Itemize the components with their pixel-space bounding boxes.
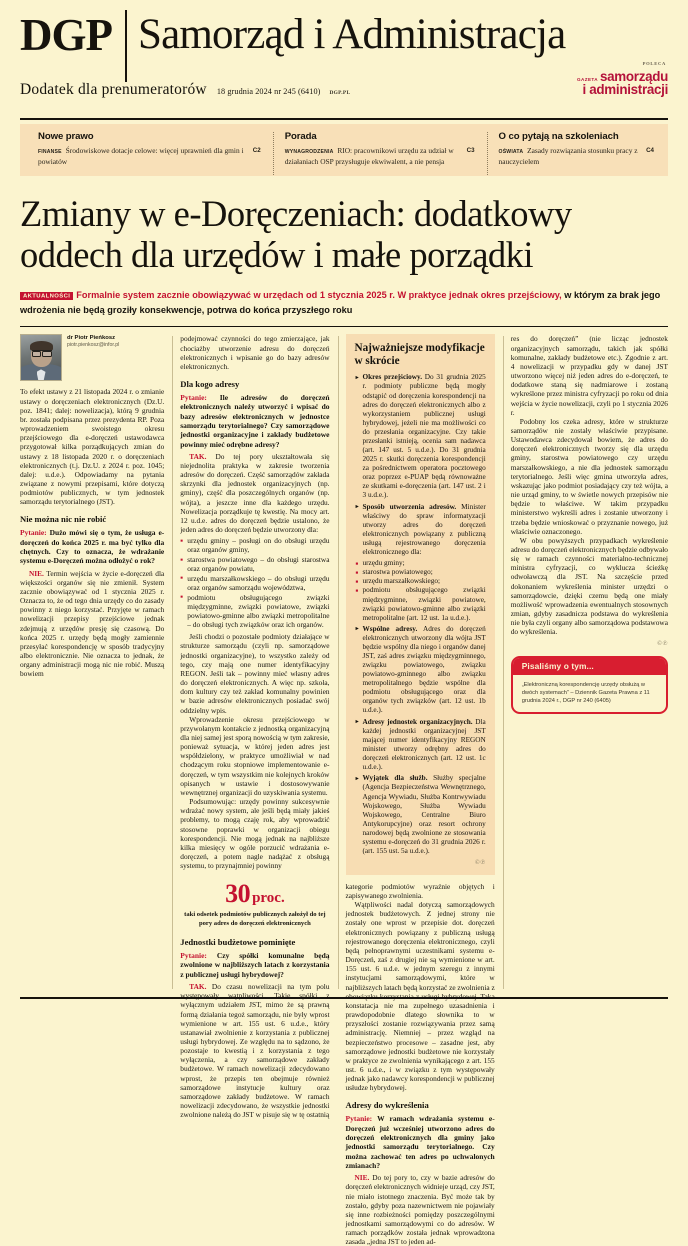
sidebar-item-lead: Adresy jednostek organizacyjnych. <box>362 717 473 726</box>
answer-label: NIE. <box>354 1173 370 1183</box>
supplement-title: Samorząd i Administracja <box>138 11 566 58</box>
lead-dark-text: w którym za brak jego wdrożenia nie będą groziły konsekwencje, potrwa do końca przyszłego roku <box>20 290 661 316</box>
sidebar-sub-item: ■ urzędu marszałkowskiego; <box>355 577 486 586</box>
related-box-title: Pisaliśmy o tym... <box>513 658 666 675</box>
sidebar-item-lead: Wyjątek dla służb. <box>362 774 428 783</box>
masthead-bottom-row <box>20 81 668 99</box>
teaser-text: RIO: pracownikowi urzędu za udział w działaniach OSP przysługuje ekwiwalent, a nie pensja <box>284 145 454 167</box>
masthead-top-row <box>20 10 668 72</box>
sidebar-sub-item: ■ urzędu gminy; <box>355 559 486 568</box>
related-box-text: „Elektroniczną korespondencję urzędy obsłużą w dwóch systemach” – Dziennik Gazeta Prawna z 11 grudnia 2024 r., DGP nr 240 (6405) <box>521 681 650 704</box>
subscriber-label: Dodatek dla prenumeratorów <box>20 81 207 98</box>
subhead-adresy-wykreslenia: Adresy do wykreślenia <box>345 1100 429 1111</box>
author-email[interactable]: piotr.pienkosz@infor.pl <box>67 342 120 349</box>
sidebar-item <box>355 774 486 855</box>
answer-paragraph <box>20 569 164 679</box>
masthead-divider <box>125 10 127 82</box>
question-text: Czy spółki komunalne będą zwolnione w najbliższych latach z korzystania z publicznej usługi hybrydowej? <box>180 951 330 979</box>
question-1 <box>20 528 164 565</box>
teaser-heading: Nowe prawo <box>38 131 94 142</box>
teaser-heading: Porada <box>284 131 317 142</box>
teaser-kicker: FINANSE <box>38 148 62 155</box>
masthead <box>20 0 668 112</box>
sidebar-item-lead: Okres przejściowy. <box>362 373 423 382</box>
section-badge: AKTUALNOŚCI <box>20 292 73 301</box>
website-label: DGP.PL <box>329 90 351 96</box>
address-bullet-list <box>180 536 329 629</box>
teaser-page-ref: C3 <box>466 146 475 154</box>
question-2 <box>180 393 329 449</box>
teaser-body <box>285 146 475 167</box>
promo-administracji: i administracji <box>582 81 668 97</box>
promo-logo-block[interactable] <box>577 62 668 96</box>
byline-info <box>67 334 119 349</box>
column-1 <box>20 334 172 989</box>
teaser-item-1[interactable] <box>20 131 273 176</box>
teaser-kicker: WYNAGRODZENIA <box>284 148 334 155</box>
sidebar-item-text: Służby specjalne (Agencja Bezpieczeństwa Wewnętrznego, Agencja Wywiadu, Służba Kontrwywiadu Wojskowego, Służba Wywiadu Wojskowego, Centralne Biuro Antykorupcyjne) oraz resort ochrony narodowej będą zwolnione ze stosowania systemu e-doręczeń do 31 grudnia 2026 r. (art. 155 ust. 5a u.d.e.). <box>362 774 486 855</box>
answer-1 <box>20 569 164 679</box>
sidebar-item-text: Dla każdej jednostki organizacyjnej JST mającej numer identyfikacyjny REGON minister utworzy odrębny adres do doręczeń elektronicznych (art. 12 ust. 1c u.d.e.). <box>362 717 486 771</box>
question-label: Pytanie: <box>20 528 47 538</box>
column-3-body <box>346 882 495 1093</box>
teaser-body <box>499 146 654 167</box>
list-item: ■ urzędu gminy – posługi on do obsługi urzędu oraz organów gminy, <box>180 536 329 554</box>
question-3 <box>180 951 329 979</box>
body-paragraph: Podsumowując: urzędy powinny sukcesywnie wdrażać nowy system, ale jeśli będą miały jakieś problemy, to mogą czaję rok, aby wprowadzić stosowne poprawki w organizacji obiegu korespondencji. Nie mogą jednak na najbliższe kilka miesięcy w ogóle porzucić wdrażania e-doręczeń, a potem nagle nadążać z obsługą systemu, to przynajmniej powinny <box>180 797 330 871</box>
question-text: W ramach wdrażania systemu e-Doręczeń już wcześniej utworzono adres do doręczeń elektronicznych dla gminy jako jednostki samorządu terytorialnego. Czy można zachować ten adres po uchwalonych zmianach? <box>345 1114 495 1170</box>
teaser-item-3[interactable] <box>487 131 668 176</box>
list-item: ■ podmiotu obsługującego związki międzygminne, związki powiatowe, związki powiatowo-gminne albo związki metropolitalne – do obsługi tych związków oraz ich organów. <box>180 593 329 630</box>
answer-text: Do tej pory to, czy w bazie adresów do doręczeń elektronicznych widnieje urząd, czy JST, nie miało istotnego znaczenia. Być może tak by zostało, gdyby poza nazewnictwem nie pojawiały się inne rozbieżności pomiędzy poszczególnymi jednostkami samorządowymi co do adresów. W ramach porządków została jednak wprowadzona zasada „jedna JST to jeden ad- <box>345 1173 495 1246</box>
intro-paragraph: To efekt ustawy z 21 listopada 2024 r. o zmianie ustawy o doręczeniach elektronicznych (Dz.U. poz. 1841; dalej: nowelizacja), którą 9 grudnia br. została podpisana przez prezydenta RP. Poza wprowadzeniem swoistego okresu przejściowego dla e-doręczeń ustawodawca przygotował kilka porządkujących zmian do ustawy z 18 listopada 2020 r. o doręczeniach elektronicznych (t.j. Dz.U. z 2024 r. poz. 1045; dalej: u.d.e.). Odpowiadamy na pytania związane z nowymi przepisami, które dotyczą podmiotów publicznych, w tym jednostek samorządu terytorialnego (JST). <box>20 387 165 507</box>
body-paragraph: res do doręczeń” (nie licząc jednostek organizacyjnych samorządu, takich jak spółki komunalne, zakłady budżetowe etc.). Zgodnie z art. 4 nowelizacji w przypadku gdy w danej JST utworzono więcej niż jeden adres do e-doręczeń, te dodatkowe staną się nadmiarowe i zostaną wykreślone przez ministra cyfryzacji po roku od dnia wejścia w życie nowelizacji, czyli po 1 stycznia 2026 r. <box>510 334 668 417</box>
column-2 <box>172 334 337 1120</box>
article-columns <box>20 334 668 1246</box>
sidebar-item <box>355 625 486 715</box>
teaser-kicker: OŚWIATA <box>498 148 524 155</box>
stat-number: 30 <box>225 879 251 909</box>
teaser-body <box>38 146 261 167</box>
sidebar-item <box>355 373 486 500</box>
article-headline: Zmiany w e-Doręczeniach: dodatkowy oddech dla urzędów i małe porządki <box>20 193 572 275</box>
sidebar-item-text: Do 31 grudnia 2025 r. podmioty publiczne będą mogły odstąpić od doręczenia korespondencji na adres do doręczeń elektronicznych albo z wykorzystaniem publicznej usługi hybrydowej, jeżeli nie ma możliwości co do przesłania organizacyjne. Czy takie przesłanki istnieją, ocenia sam nadawca (art. 147 ust. 5 u.d.e.). Do 31 grudnia 2025 r. skutki doręczenia korespondencji za pośrednictwem operatora pocztowego oraz poprzez e-PUAP będą równoważne ze skutkami e-doręczenia (art. 147 ust. 2 i 3 u.d.e.). <box>362 373 486 500</box>
teaser-text: Zasady rozwiązania stosunku pracy z nauczycielem <box>498 145 638 167</box>
column-3 <box>338 334 503 1246</box>
sidebar-item-text: Minister właściwy do spraw informatyzacji utworzy adres do doręczeń elektronicznych powiązany z publiczną usługą rejestrowanego doręczenia elektronicznego dla: <box>362 502 486 556</box>
related-articles-box[interactable] <box>511 656 668 714</box>
question-label: Pytanie: <box>180 393 207 403</box>
teaser-page-ref: C2 <box>252 146 261 154</box>
answer-3 <box>180 982 329 1119</box>
sidebar-sub-item: ■ starostwa powiatowego; <box>355 568 486 577</box>
summary-sidebar <box>346 334 495 874</box>
answer-paragraph <box>346 1173 495 1246</box>
sidebar-item-lead: Sposób utworzenia adresów. <box>362 502 457 511</box>
sidebar-item <box>355 718 486 772</box>
list-item: ■ starostwa powiatowego – do obsługi starostwa oraz organów powiatu, <box>180 555 329 573</box>
teaser-heading: O co pytają na szkoleniach <box>498 131 619 142</box>
question-label: Pytanie: <box>345 1114 373 1124</box>
sidebar-item-lead: Wspólne adresy. <box>362 624 418 633</box>
answer-label: TAK. <box>189 982 207 992</box>
stat-description: taki odsetek podmiotów publicznych założył do tej pory adres do doręczeń elektronicznych <box>184 911 326 927</box>
promo-samorzadu: samorządu <box>600 68 668 84</box>
sidebar-title: Najważniejsze modyfikacje w skrócie <box>354 342 485 368</box>
promo-gazeta-label: GAZETA <box>577 76 598 82</box>
body-paragraph: Wprowadzenie okresu przejściowego w przywołanym kontakcie z jednostką organizacyjną dla niej samej jest sporą nowością w tym zakresie, ponieważ sytuacja, w której jeden adres jest współdzielony, w praktyce umożliwiał w nad chodzącym roku stopniowe implementowanie e-doręczeń, w tym wszystkim nie kolejnych kroków opisanych w ustawie i dostosowywanie wewnętrznej organizacji do uzyskiwania systemu. <box>180 714 330 797</box>
sidebar-copyright-mark: ©℗ <box>474 858 486 866</box>
teaser-bar <box>20 124 668 176</box>
answer-paragraph <box>180 452 329 534</box>
answer-text: Termin wejścia w życie e-doręczeń dla większości organów się nie zmienił. System zacznie obowiązywać od 1 stycznia 2025 r. Oznacza to, że od tego dnia urzędy co do zasady powinny z niego korzystać. Przyjęte w ramach nowelizacji przepisy przejściowe jednak zdejmują z urzędów presję się czasową. Do końca 2025 r. urzędy będą mogły zamiennie przesyłać korespondencję w sposób tradycyjny albo elektronicznie. Nie oznacza to jednak, że organy administracji mogą nic nie robić. Muszą bowiem <box>20 568 165 679</box>
teaser-page-ref: C4 <box>646 146 654 154</box>
promo-line-1 <box>577 70 668 83</box>
answer-paragraph <box>180 982 329 1119</box>
column-2-tail <box>180 632 329 870</box>
answer-4 <box>346 1173 495 1246</box>
article-copyright-mark: ©℗ <box>657 639 668 647</box>
author-name: dr Piotr Pieńkosz <box>67 335 116 342</box>
issue-date: 18 grudnia 2024 nr 245 (6410) <box>216 87 321 96</box>
body-paragraph: Podobny los czeka adresy, które w strukturze samorządów nie zostały właściwie przypisane. Ustawodawca zdecydował bowiem, że adres do doręczeń elektronicznych tworzy się dla urzędu gminy, starostwa powiatowego czy urzędu marszałkowskiego, a nie dla jednostek samorządu terytorialnego. Jeśli więc gmina utworzyła adres, wskazując jako podmiot posiadający czy też wójta, a nie urząd gminy, to w świetle nowych przepisów nie będzie to właściwe. W takim przypadku ministerstwo wykreśli adres i zostanie utworzony i trzeba będzie wnioskować o przyznanie nowego, już właściwie oznaczonego. <box>510 416 668 536</box>
teaser-item-2[interactable] <box>273 131 487 176</box>
sidebar-sub-item: ■ podmiotu obsługującego związki międzygminne, związki powiatowe, związki powiatowo-gminne albo związki metropolitalne (art. 12 ust. 1a u.d.e.). <box>355 586 486 622</box>
answer-label: NIE. <box>29 568 44 578</box>
teaser-text: Środowiskowe dotacje celowe: więcej uprawnień dla gmin i powiatów <box>38 145 244 167</box>
stat-pullquote <box>180 880 329 928</box>
question-label: Pytanie: <box>180 951 207 961</box>
question-text: Ile adresów do doręczeń elektronicznych należy utworzyć i wpisać do bazy adresów elektronicznych w jednostce samorządu terytorialnego? Czy samorządowe jednostki organizacyjne i zakłady budżetowe powinny mieć odrębne adresy? <box>180 393 330 449</box>
poleca-label: POLECA <box>642 61 666 66</box>
body-paragraph: kategorie podmiotów wyraźnie objętych i zapisywanego zwolnienia. <box>345 881 495 900</box>
question-text: Dużo mówi się o tym, że usługa e-doręczeń do końca 2025 r. ma być tylko dla chętnych. Czy to oznacza, że wdrażanie systemu e-Doręczeń można odłożyć o rok? <box>20 528 165 566</box>
column-1-body <box>20 387 164 506</box>
lead-red-text: Formalnie system zacznie obowiązywać w urzędach od 1 stycznia 2025 r. W praktyce jednak okres przejściowy, <box>76 290 562 300</box>
body-paragraph: Wątpliwości nadal dotyczą samorządowych jednostek budżetowych. Z jednej strony nie zostały one wprost w przepisie dot. doręczeń elektronicznych powiązany z publiczną usługą rejestrowanego doręczenia elektronicznego, czyli będą pełnoprawnymi uczestnikami systemu e-Doręczeń, zaś z drugiej nie są wymienione w art. 155 ust. 6 u.d.e. w jednym szeregu z innymi instytucjami samorządowymi, które w najbliższych latach będą korzystać ze zwolnienia z obowiązku korzystania z usługi hybrydowej. Taka konstatacja nie ma zupełnego uzasadnienia i prawdopodobnie dlatego słownika to w przyszłości zostanie rozwiązywania przez samą administrację. Niemniej – przez wzgląd na bezpieczeństwo procesowe – zasadne jest, aby samorządowe jednostki budżetowe nie korzystały w praktyce ze zwolnienia wynikającego z art. 155 ust. 6 u.d.e., i w związku z tym występowały jednak jako nadawcy korespondencji w publicznej usłudze hybrydowej. <box>345 900 495 1093</box>
author-photo <box>20 334 62 381</box>
continuation-paragraph: podejmować czynności do tego zmierzające, jak chociażby utworzenie adresu do doręczeń elektronicznych i wpisanie go do bazy adresów elektronicznych. <box>180 334 330 371</box>
subhead-nie-mozna: Nie można nic nie robić <box>20 514 107 525</box>
body-paragraph: W obu powyższych przypadkach wykreślenie adresu do doręczeń elektronicznych będzie odbywało się w ramach czynności materialno-technicznej ministra cyfryzacji, co wyklucza ścieżkę odwoławczą dla JST. Na szczęście przed dokonaniem wykreślenia minister urzędzi o samorządowcie, dzięki czemu będą one miały możliwość wprowadzenia ewentualnych stosownych zmian, gdyby zasadnicza podstawa do wykreślenia nie była czyli organy albo samorządowa podstawowa do wykreślenia. <box>510 535 668 637</box>
column-2-continuation <box>180 334 329 371</box>
sidebar-item <box>355 503 486 557</box>
question-4 <box>346 1114 495 1170</box>
answer-text: Do czasu nowelizacji na tym polu występowały wątpliwości. Takie spółki z wyłącznym udziałem JST, mimo że są prawną formą działania tegoż samorządu, nie były wprost wymienione w art. 155 ust. 6 u.d.e., który ustanawiał zwolnienie z korzystania z publicznej usługi hybrydowej. Ze względu na to sądzono, że pozostaje to kwestią i z korzystania z tego wyłączenia, a czy samorządowe zakłady budżetowe. W ramach nowelizacji zdecydowano wprost, że przepis ten obejmuje również samorządowe instytucje kultury oraz samorządowe zakłady budżetowe. W ramach nowelizacji zdecydowano, że wszystkie jednostki zwolnione należą do JST w pisuje się w tę ostatnią <box>180 982 330 1120</box>
answer-text: Do tej pory ukształtowała się niejednolita praktyka w zakresie tworzenia adresów do doręczeń. Część samorządów zakłada skrzynki dla jednostek organizacyjnych (np. gminy), część dla poszczególnych organów (np. wójta), a jeszcze inne dla każdego urzędu. Nowelizacja porządkuje tę kwestię. Na mocy art. 12 u.d.e. adres do doręczeń będzie ustalono, że jeden adres do doręczeń będzie utworzony dla: <box>180 451 330 535</box>
answer-2 <box>180 452 329 534</box>
list-item: ■ urzędu marszałkowskiego – do obsługi urzędu oraz organów samorządu województwa, <box>180 574 329 592</box>
sidebar-item-text: Adres do doręczeń elektronicznych utworzony dla wójta JST będzie wspólny dla niego i organów danej JST, zaś adres związku międzygminnego, związku powiatowego, związku powiatowo-gminnego albo związku metropolitalnego będzie wspólne dla podmiotu obsługującego oraz dla organów tych związków (art. 12 ust. 1b u.d.e.). <box>362 624 486 715</box>
subhead-jednostki: Jednostki budżetowe pominięte <box>180 937 296 948</box>
answer-label: TAK. <box>189 451 207 461</box>
masthead-rule <box>20 118 668 120</box>
subhead-dla-kogo: Dla kogo adresy <box>180 379 240 390</box>
column-4 <box>503 334 668 989</box>
stat-unit: proc. <box>252 890 285 907</box>
lead-rule <box>20 326 668 327</box>
tail-paragraph: Jeśli chodzi o pozostałe podmioty działające w strukturze samorządu (czyli np. samorządowe jednostki organizacyjne), to wszystko zależy od tego, czy mają one numer identyfikacyjny REGON. Jeśli tak – powinny mieć własny adres do doręczeń elektronicznych. A więc np. szkoła, dom kultury czy też zakład komunalny powinien w bazie adresów elektronicznych posiadać swój oddzielny wpis. <box>180 632 330 715</box>
byline <box>20 334 164 381</box>
page-bottom-rule <box>20 997 668 999</box>
article-lead <box>20 289 668 317</box>
column-4-body <box>511 334 668 636</box>
sidebar-sub-list <box>355 559 486 622</box>
dgp-logo[interactable]: DGP <box>20 10 112 60</box>
